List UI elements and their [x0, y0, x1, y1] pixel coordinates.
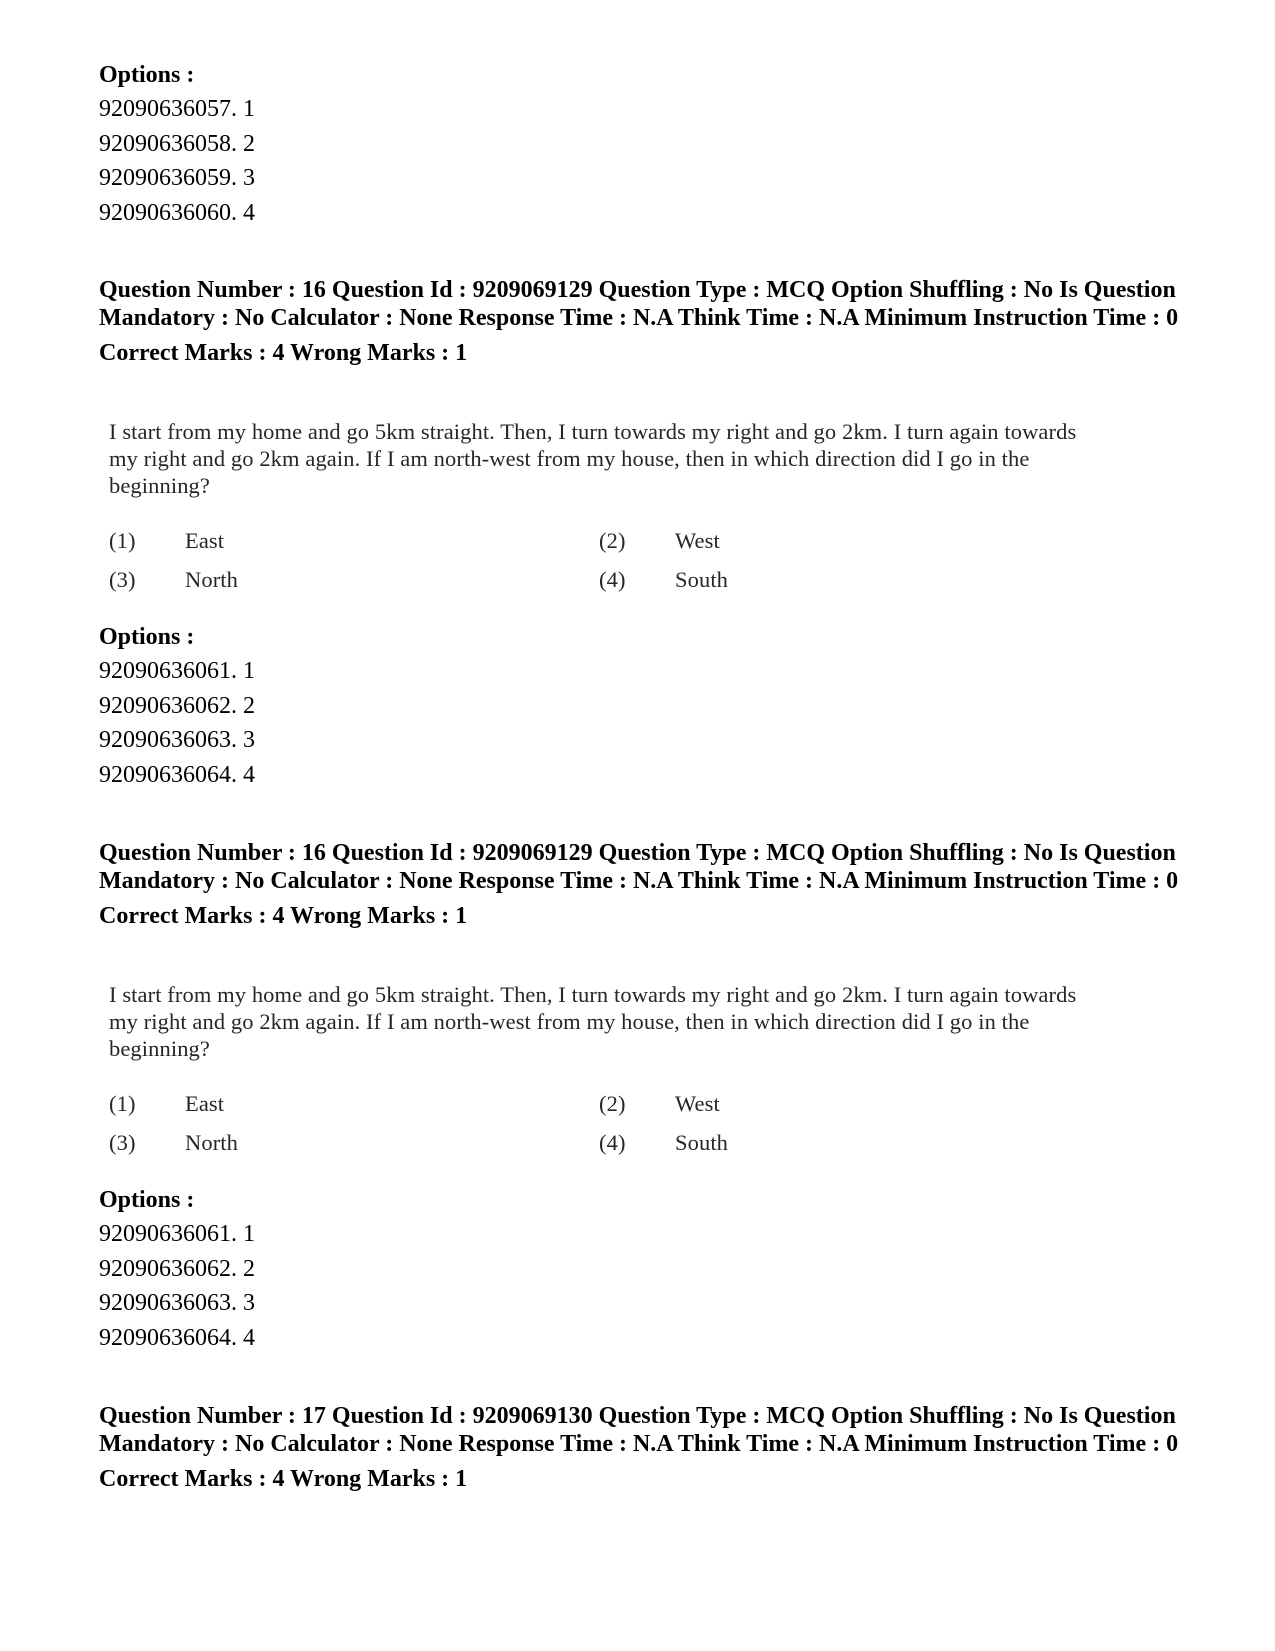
- choice-number: (2): [599, 1091, 626, 1116]
- options-heading: Options :: [99, 624, 195, 650]
- answer-choice: [599, 1123, 728, 1162]
- answer-choice: [599, 560, 728, 599]
- option-row: 92090636058. 2: [99, 130, 255, 157]
- question-text: I start from my home and go 5km straight. Then, I turn towards my right and go 2km. I turn again towards my right and go 2km again. If I am north-west from my house, then in which direction did I go in the beginning?: [109, 419, 1077, 498]
- choice-label: West: [675, 528, 720, 553]
- options-block: [99, 620, 1179, 792]
- choice-number: (1): [109, 528, 136, 553]
- question-meta: Question Number : 16 Question Id : 9209069129 Question Type : MCQ Option Shuffling : No Is Question Mandatory : No Calculator : None Response Time : N.A Think Time : N.A Minimum Instruction Time : 0: [99, 277, 1179, 331]
- option-row: 92090636060. 4: [99, 199, 255, 226]
- option-row: 92090636064. 4: [99, 1324, 255, 1351]
- option-row: 92090636061. 1: [99, 658, 255, 684]
- options-heading: Options :: [99, 1187, 195, 1213]
- answer-choice: [109, 1084, 224, 1123]
- choice-number: (2): [599, 528, 626, 553]
- choice-number: (3): [109, 567, 136, 592]
- option-row: 92090636063. 3: [99, 1290, 255, 1316]
- answer-choice: [109, 560, 238, 599]
- options-block: [99, 1183, 1179, 1355]
- option-row: 92090636062. 2: [99, 692, 255, 719]
- question-text: I start from my home and go 5km straight. Then, I turn towards my right and go 2km. I turn again towards my right and go 2km again. If I am north-west from my house, then in which direction did I go in the beginning?: [109, 982, 1077, 1061]
- option-row: 92090636064. 4: [99, 761, 255, 788]
- answer-choice: [109, 1123, 238, 1162]
- question-header: [99, 839, 1179, 933]
- choice-number: (3): [109, 1130, 136, 1155]
- question-marks: Correct Marks : 4 Wrong Marks : 1: [99, 903, 468, 929]
- option-row: 92090636057. 1: [99, 96, 255, 122]
- option-row: 92090636059. 3: [99, 165, 255, 191]
- answer-choice: [109, 521, 224, 560]
- question-header: [99, 1402, 1179, 1496]
- question-marks: Correct Marks : 4 Wrong Marks : 1: [99, 1466, 468, 1492]
- choice-label: North: [185, 567, 238, 592]
- option-row: 92090636062. 2: [99, 1255, 255, 1282]
- choice-number: (1): [109, 1091, 136, 1116]
- option-row: 92090636061. 1: [99, 1221, 255, 1247]
- question-marks: Correct Marks : 4 Wrong Marks : 1: [99, 340, 468, 366]
- answer-choice: [599, 521, 720, 560]
- choice-label: West: [675, 1091, 720, 1116]
- question-meta: Question Number : 16 Question Id : 9209069129 Question Type : MCQ Option Shuffling : No Is Question Mandatory : No Calculator : None Response Time : N.A Think Time : N.A Minimum Instruction Time : 0: [99, 840, 1179, 894]
- question-body: [109, 981, 1109, 1162]
- choice-number: (4): [599, 567, 626, 592]
- options-block: [99, 58, 1179, 230]
- options-heading: Options :: [99, 62, 195, 88]
- option-row: 92090636063. 3: [99, 727, 255, 753]
- choice-label: South: [675, 1130, 729, 1155]
- answer-choices: [109, 1084, 1109, 1162]
- choice-label: South: [675, 567, 729, 592]
- choice-label: East: [185, 1091, 225, 1116]
- choice-label: East: [185, 528, 225, 553]
- answer-choice: [599, 1084, 720, 1123]
- question-body: [109, 418, 1109, 599]
- question-header: [99, 276, 1179, 370]
- choice-label: North: [185, 1130, 238, 1155]
- answer-choices: [109, 521, 1109, 599]
- choice-number: (4): [599, 1130, 626, 1155]
- question-meta: Question Number : 17 Question Id : 9209069130 Question Type : MCQ Option Shuffling : No Is Question Mandatory : No Calculator : None Response Time : N.A Think Time : N.A Minimum Instruction Time : 0: [99, 1403, 1179, 1457]
